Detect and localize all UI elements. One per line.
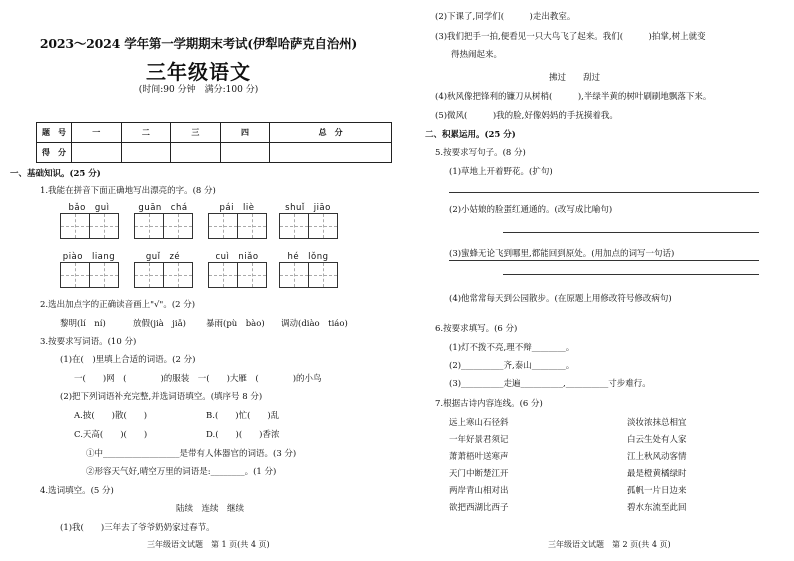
answer-line[interactable] bbox=[503, 274, 759, 275]
answer-line[interactable] bbox=[449, 192, 759, 193]
q3-2-d[interactable]: D.( )( )香浓 bbox=[206, 430, 280, 440]
pinyin-text: hé lǒng bbox=[287, 252, 329, 262]
writing-box[interactable] bbox=[237, 213, 267, 239]
q5-4: (4)他常常每天到公园散步。(在原题上用修改符号修改病句) bbox=[449, 294, 672, 304]
score-cell: 四 bbox=[220, 123, 270, 143]
section-2-heading: 二、积累运用。(25 分) bbox=[425, 130, 516, 140]
writing-box[interactable] bbox=[279, 213, 309, 239]
writing-box[interactable] bbox=[308, 262, 338, 288]
q4-word-bank: 陆续 连续 继续 bbox=[176, 504, 245, 514]
q5-1: (1)草地上开着野花。(扩句) bbox=[449, 167, 553, 177]
poem-line-left[interactable]: 一年好景君须记 bbox=[449, 435, 509, 445]
question-1: 1.我能在拼音下面正确地写出漂亮的字。(8 分) bbox=[40, 186, 216, 196]
section-1-heading: 一、基础知识。(25 分) bbox=[10, 169, 101, 179]
pinyin-writing-group bbox=[279, 201, 337, 239]
pinyin-text: guān chá bbox=[138, 203, 188, 213]
poem-line-left[interactable]: 天门中断楚江开 bbox=[449, 469, 509, 479]
q6-1[interactable]: (1)灯不拨不亮,理不辩________。 bbox=[449, 343, 575, 353]
q3-2-f[interactable]: ②形容天气好,晴空万里的词语是:________。(1 分) bbox=[86, 467, 277, 477]
question-2: 2.选出加点字的正确读音画上"√"。(2 分) bbox=[40, 300, 196, 310]
score-cell: 三 bbox=[171, 123, 221, 143]
subject-title: 三年级语文 bbox=[146, 60, 251, 84]
q4-3[interactable]: (3)我们把手一拍,便看见一只大鸟飞了起来。我们( )拍掌,树上就变 bbox=[435, 32, 706, 42]
pinyin-writing-group bbox=[60, 201, 118, 239]
question-6: 6.按要求填写。(6 分) bbox=[435, 324, 518, 334]
q6-2[interactable]: (2)__________齐,泰山________。 bbox=[449, 361, 575, 371]
pinyin-writing-group bbox=[279, 250, 337, 288]
writing-box[interactable] bbox=[89, 262, 119, 288]
question-3: 3.按要求写词语。(10 分) bbox=[40, 337, 137, 347]
question-5: 5.按要求写句子。(8 分) bbox=[435, 148, 526, 158]
writing-box[interactable] bbox=[89, 213, 119, 239]
page-footer: 三年级语文试题 第 2 页(共 4 页) bbox=[548, 540, 671, 549]
writing-box[interactable] bbox=[134, 213, 164, 239]
poem-line-left[interactable]: 萧萧梧叶送寒声 bbox=[449, 452, 509, 462]
pinyin-text: piào liang bbox=[62, 252, 116, 262]
question-7: 7.根据古诗内容连线。(6 分) bbox=[435, 399, 543, 409]
writing-box[interactable] bbox=[134, 262, 164, 288]
writing-box[interactable] bbox=[279, 262, 309, 288]
pinyin-writing-group bbox=[60, 250, 118, 288]
poem-line-right[interactable]: 白云生处有人家 bbox=[627, 435, 687, 445]
time-info: (时间:90 分钟 满分:100 分) bbox=[138, 85, 259, 95]
q5-2: (2)小姑娘的脸蛋红通通的。(改写成比喻句) bbox=[449, 205, 613, 215]
score-input-cell[interactable] bbox=[270, 143, 392, 163]
score-cell: 得 分 bbox=[37, 143, 72, 163]
score-table bbox=[36, 122, 392, 163]
answer-line[interactable] bbox=[503, 232, 759, 233]
score-cell: 二 bbox=[121, 123, 171, 143]
question-3-2: (2)把下列词语补充完整,并选词语填空。(填序号 8 分) bbox=[60, 392, 263, 402]
writing-box[interactable] bbox=[163, 213, 193, 239]
q3-2-c[interactable]: C.天高( )( ) bbox=[74, 430, 148, 440]
q4-5[interactable]: (5)微风( )我的脸,好像妈妈的手抚摸着我。 bbox=[435, 111, 618, 121]
score-table-header-row bbox=[37, 123, 392, 143]
q4-2[interactable]: (2)下课了,同学们( )走出教室。 bbox=[435, 12, 576, 22]
pinyin-writing-group bbox=[134, 250, 192, 288]
poem-line-right[interactable]: 最是橙黄橘绿时 bbox=[627, 469, 687, 479]
pinyin-writing-group bbox=[208, 250, 266, 288]
writing-box[interactable] bbox=[237, 262, 267, 288]
score-table-score-row bbox=[37, 143, 392, 163]
answer-line[interactable] bbox=[449, 260, 759, 261]
poem-line-left[interactable]: 两岸青山相对出 bbox=[449, 486, 509, 496]
question-3-1: (1)在( )里填上合适的词语。(2 分) bbox=[60, 355, 196, 365]
pinyin-writing-group bbox=[208, 201, 266, 239]
poem-line-left[interactable]: 欲把西湖比西子 bbox=[449, 503, 509, 513]
q2-option[interactable]: 调动(diào tiáo) bbox=[281, 319, 348, 329]
q2-option[interactable]: 黎明(lí ní) bbox=[60, 319, 106, 329]
q3-1-blanks[interactable]: 一( )网 ( )的服装 一( )大雁 ( )的小鸟 bbox=[74, 374, 322, 384]
poem-line-left[interactable]: 远上寒山石径斜 bbox=[449, 418, 509, 428]
pinyin-text: bǎo guì bbox=[68, 203, 110, 213]
writing-box[interactable] bbox=[163, 262, 193, 288]
poem-line-right[interactable]: 碧水东流至此回 bbox=[627, 503, 687, 513]
score-cell: 题 号 bbox=[37, 123, 72, 143]
right-page bbox=[397, 0, 794, 561]
writing-box[interactable] bbox=[60, 262, 90, 288]
score-input-cell[interactable] bbox=[171, 143, 221, 163]
score-input-cell[interactable] bbox=[121, 143, 171, 163]
q3-2-a[interactable]: A.披( )散( ) bbox=[74, 411, 148, 421]
pinyin-text: cuì niǎo bbox=[215, 252, 259, 262]
q4-1[interactable]: (1)我( )三年去了爷爷奶奶家过春节。 bbox=[60, 523, 215, 533]
exam-title: 2023～2024 学年第一学期期末考试(伊犁哈萨克自治州) bbox=[39, 36, 358, 51]
writing-box[interactable] bbox=[208, 213, 238, 239]
pinyin-text: pái liè bbox=[219, 203, 255, 213]
poem-line-right[interactable]: 孤帆一片日边来 bbox=[627, 486, 687, 496]
poem-line-right[interactable]: 江上秋风动客情 bbox=[627, 452, 687, 462]
score-input-cell[interactable] bbox=[220, 143, 270, 163]
score-cell: 总 分 bbox=[270, 123, 392, 143]
pinyin-text: guǐ zé bbox=[145, 252, 181, 262]
q6-3[interactable]: (3)__________走遍__________,__________寸步难行。 bbox=[449, 379, 651, 389]
q4-word-bank-2: 拂过 刮过 bbox=[549, 73, 601, 83]
pinyin-text: shuǐ jiāo bbox=[285, 203, 331, 213]
score-cell: 一 bbox=[72, 123, 122, 143]
q2-option[interactable]: 放假(jià jiǎ) bbox=[133, 319, 186, 329]
writing-box[interactable] bbox=[208, 262, 238, 288]
q3-2-b[interactable]: B.( )忙( )乱 bbox=[206, 411, 280, 421]
q2-option[interactable]: 暴雨(pù bào) bbox=[206, 319, 265, 329]
poem-line-right[interactable]: 淡妆浓抹总相宜 bbox=[627, 418, 687, 428]
page-footer: 三年级语文试题 第 1 页(共 4 页) bbox=[147, 540, 270, 549]
writing-box[interactable] bbox=[308, 213, 338, 239]
q4-3-cont: 得热闹起来。 bbox=[451, 50, 503, 60]
score-input-cell[interactable] bbox=[72, 143, 122, 163]
question-4: 4.选词填空。(5 分) bbox=[40, 486, 114, 496]
q5-3: (3)蜜蜂无论飞到哪里,都能回到原处。(用加点的词写一句话) bbox=[449, 249, 675, 259]
q4-4[interactable]: (4)秋风像把锋利的镰刀从树梢( ),半绿半黄的树叶刷刷地飘落下来。 bbox=[435, 92, 712, 102]
q3-2-e[interactable]: ①中__________________是带有人体器官的词语。(3 分) bbox=[86, 449, 297, 459]
writing-box[interactable] bbox=[60, 213, 90, 239]
pinyin-writing-group bbox=[134, 201, 192, 239]
